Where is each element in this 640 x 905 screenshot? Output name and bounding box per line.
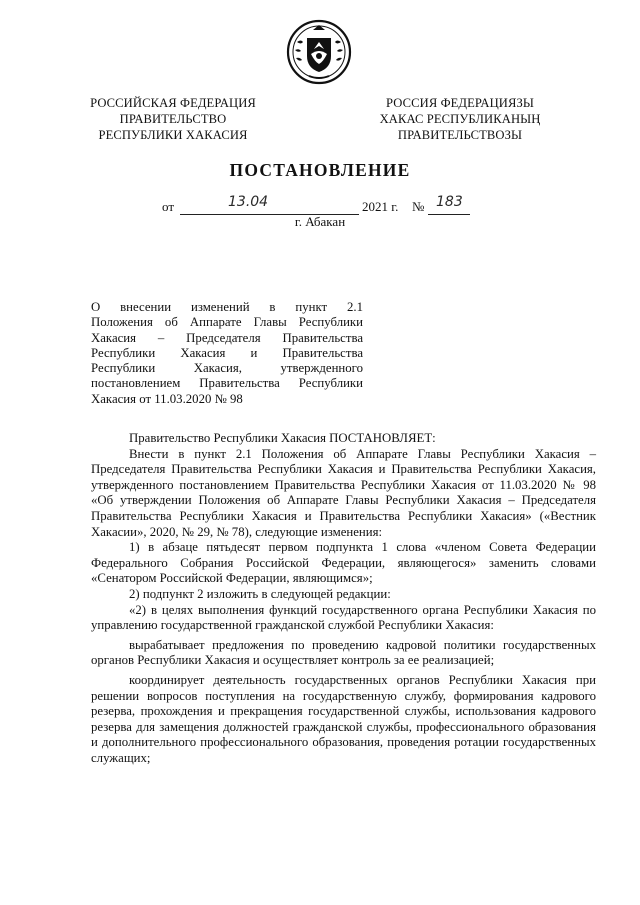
- subject-line: Республики Хакасия и Правительства: [91, 345, 363, 360]
- body-paragraph: Внести в пункт 2.1 Положения об Аппарате Главы Республики Хакасия – Председателя Правительства Республики Хакасия и Правительства Республики Хакасия, утвержденного постановлением Правительства Республики Хакасия от 11.03.2020 № 98 «Об утверждении Положения об Аппарате Главы Республики Хакасия – Председателя Правительства Республики Хакасия и Правительства Республики Хакасия» («Вестник Хакасии», 2020, № 29, № 78), следующие изменения:: [91, 446, 596, 539]
- document-body: [91, 431, 596, 766]
- subject-block: [91, 300, 363, 407]
- header-right-khakas: [345, 95, 575, 143]
- body-paragraph: вырабатывает предложения по проведению кадровой политики государственных органов Республики Хакасия и осуществляет контроль за ее реализацией;: [91, 637, 596, 668]
- subject-line: Положения об Аппарате Главы Республики: [91, 315, 363, 330]
- subject-line: Республики Хакасия, утвержденного: [91, 361, 363, 376]
- city-label: г. Абакан: [294, 214, 346, 229]
- date-from-label: от: [162, 199, 175, 214]
- subject-line: постановлением Правительства Республики: [91, 376, 363, 391]
- body-paragraph: Правительство Республики Хакасия ПОСТАНОВЛЯЕТ:: [129, 431, 436, 445]
- header-left-line: РОССИЙСКАЯ ФЕДЕРАЦИЯ: [90, 96, 256, 110]
- subject-line: Хакасия – Председателя Правительства: [91, 330, 363, 345]
- body-paragraph: «2) в целях выполнения функций государственного органа Республики Хакасия по управлению государственной гражданской службой Республики Хакасия:: [91, 602, 596, 633]
- header-right-line: ПРАВИТЕЛЬСТВОЗЫ: [397, 128, 523, 142]
- subject-line: Хакасия от 11.03.2020 № 98: [91, 391, 243, 406]
- number-label: №: [412, 199, 425, 214]
- header-right-line: РОССИЯ ФЕДЕРАЦИЯЗЫ: [386, 96, 534, 110]
- subject-line: О внесении изменений в пункт 2.1: [91, 300, 363, 314]
- body-paragraph: координирует деятельность государственных органов Республики Хакасия при решении вопросов поступления на государственную службу, формирования кадрового резерва, прохождения и прекращения государственной службы, использования кадрового резерва для замещения должностей гражданской службы, профессионального образования и дополнительного профессионального образования, проведения ротации государственных служащих;: [91, 672, 596, 765]
- header-left-line: РЕСПУБЛИКИ ХАКАСИЯ: [98, 128, 248, 142]
- header-left-line: ПРАВИТЕЛЬСТВО: [119, 112, 227, 126]
- body-paragraph: 2) подпункт 2 изложить в следующей редакции:: [129, 586, 391, 601]
- header-right-line: ХАКАС РЕСПУБЛИКАНЫҢ: [379, 112, 541, 126]
- year-label: 2021 г.: [362, 199, 399, 214]
- body-paragraph: 1) в абзаце пятьдесят первом подпункта 1 слова «членом Совета Федерации Федерального Собрания Российской Федерации, являющегося» заменить словами «Сенатором Российской Федерации, являющимся»;: [91, 540, 596, 586]
- header-left-russian: [58, 95, 288, 143]
- number-handwritten: 183: [436, 194, 463, 210]
- date-handwritten: 13.04: [228, 194, 269, 210]
- document-title: ПОСТАНОВЛЕНИЕ: [229, 160, 411, 180]
- coat-of-arms-emblem: [283, 18, 355, 86]
